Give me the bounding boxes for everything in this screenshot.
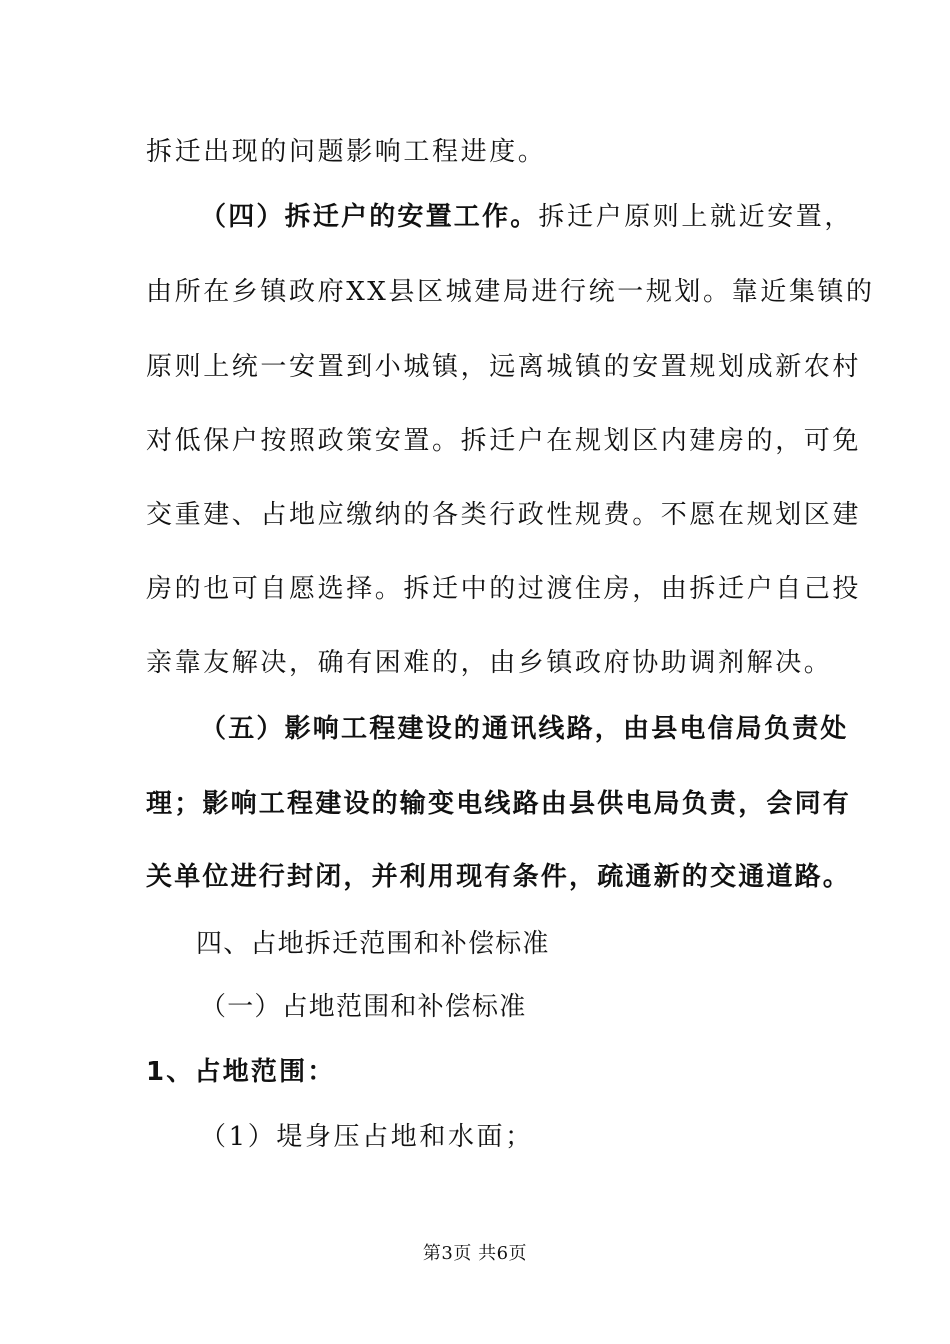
chapter-heading: 四、占地拆迁范围和补偿标准 bbox=[196, 929, 550, 959]
list-item: （1）堤身压占地和水面； bbox=[200, 1122, 534, 1152]
paragraph-line: 拆迁出现的问题影响工程进度。 bbox=[146, 137, 547, 167]
paragraph-line: 由所在乡镇政府XX县区城建局进行统一规划。靠近集镇的 bbox=[146, 277, 875, 307]
section-5-line: 关单位进行封闭，并利用现有条件，疏通新的交通道路。 bbox=[146, 862, 852, 892]
section-5-line: （五）影响工程建设的通讯线路，由县电信局负责处 bbox=[200, 714, 849, 744]
paragraph-line: 原则上统一安置到小城镇，远离城镇的安置规划成新农村 bbox=[146, 352, 862, 382]
paragraph-line: 房的也可自愿选择。拆迁中的过渡住房，由拆迁户自己投 bbox=[146, 574, 862, 604]
paragraph-text: 拆迁户原则上就近安置， bbox=[538, 202, 854, 232]
section-4-heading: （四）拆迁户的安置工作。 bbox=[200, 202, 539, 232]
paragraph-line: 亲靠友解决，确有困难的，由乡镇政府协助调剂解决。 bbox=[146, 648, 833, 678]
page-number-footer: 第3页 共6页 bbox=[422, 1243, 528, 1264]
section-5-line: 理；影响工程建设的输变电线路由县供电局负责，会同有 bbox=[146, 789, 852, 819]
paragraph-line: 对低保户按照政策安置。拆迁户在规划区内建房的，可免 bbox=[146, 426, 862, 456]
subsection-heading: （一）占地范围和补偿标准 bbox=[200, 992, 527, 1022]
section-4-heading-line bbox=[0, 200, 950, 234]
paragraph-line: 交重建、占地应缴纳的各类行政性规费。不愿在规划区建 bbox=[146, 500, 862, 530]
item-heading: 1、占地范围： bbox=[146, 1057, 336, 1087]
